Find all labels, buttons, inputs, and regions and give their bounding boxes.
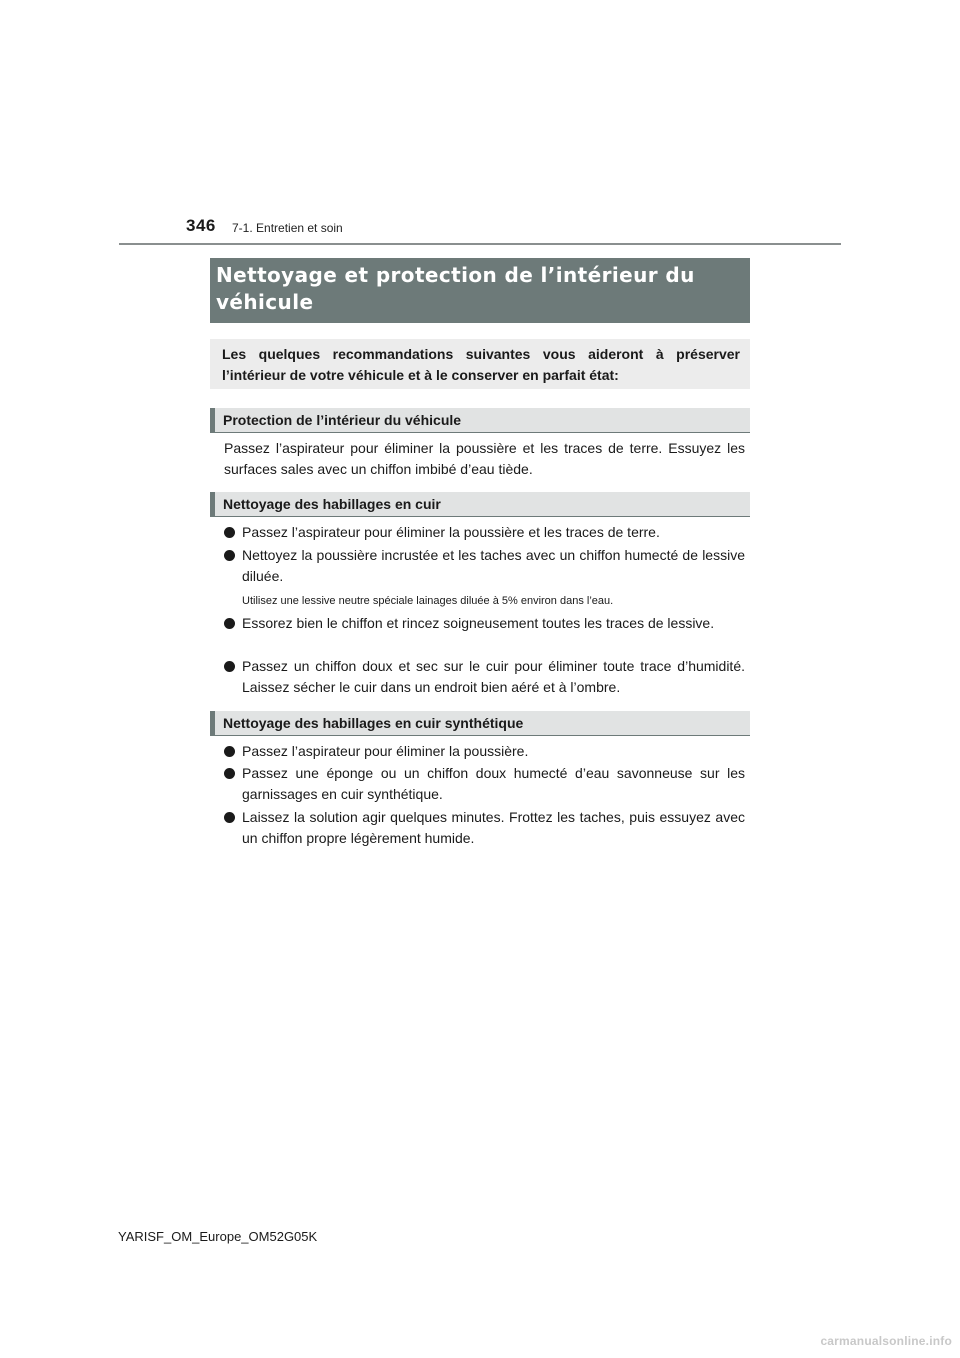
bullet-icon [224,812,235,823]
interior-protection-paragraph: Passez l’aspirateur pour éliminer la poussière et les traces de terre. Essuyez les surfaces sales avec un chiffon imbibé d’eau tiède. [224,440,745,477]
list-item [224,763,745,805]
page-number: 346 [186,216,216,235]
page-title: Nettoyage et protection de l’intérieur du véhicule [216,263,695,314]
subhead-interior-protection: Protection de l’intérieur du véhicule [210,408,750,433]
title-bar [210,258,750,323]
header-rule [119,243,841,245]
list-item-text: Essorez bien le chiffon et rincez soigneusement toutes les traces de lessive. [242,615,715,631]
intro-box: Les quelques recommandations suivantes vous aideront à préserver l’intérieur de votre véhicule et à le conserver en parfait état: [210,339,750,389]
list-item [224,741,745,762]
bullet-icon [224,618,235,629]
list-item [224,656,745,698]
list-item-text: Passez une éponge ou un chiffon doux humecté d’eau savonneuse sur les garnissages en cuir synthétique. [242,765,745,802]
subhead-synthetic-leather-cleaning: Nettoyage des habillages en cuir synthétique [210,711,750,736]
list-item [224,522,745,543]
leather-note: Utilisez une lessive neutre spéciale lainages diluée à 5% environ dans l’eau. [242,595,614,607]
bullet-icon [224,768,235,779]
watermark: carmanualsonline.info [820,1334,952,1348]
list-item [224,807,745,849]
list-item [224,613,745,634]
list-item-text: Laissez la solution agir quelques minutes. Frottez les taches, puis essuyez avec un chiffon propre légèrement humide. [242,809,745,846]
list-item-text: Passez l’aspirateur pour éliminer la poussière et les traces de terre. [242,524,660,540]
bullet-icon [224,746,235,757]
subhead-leather-cleaning: Nettoyage des habillages en cuir [210,492,750,517]
list-item-text: Passez l’aspirateur pour éliminer la poussière. [242,743,529,759]
list-item-text: Nettoyez la poussière incrustée et les taches avec un chiffon humecté de lessive diluée. [242,547,745,584]
bullet-icon [224,661,235,672]
list-item [224,545,745,587]
section-label: 7-1. Entretien et soin [232,221,343,235]
bullet-icon [224,527,235,538]
bullet-icon [224,550,235,561]
list-item-text: Passez un chiffon doux et sec sur le cuir pour éliminer toute trace d’humidité. Laissez sécher le cuir dans un endroit bien aéré et à l’ombre. [242,658,745,695]
footer-code: YARISF_OM_Europe_OM52G05K [118,1229,318,1244]
